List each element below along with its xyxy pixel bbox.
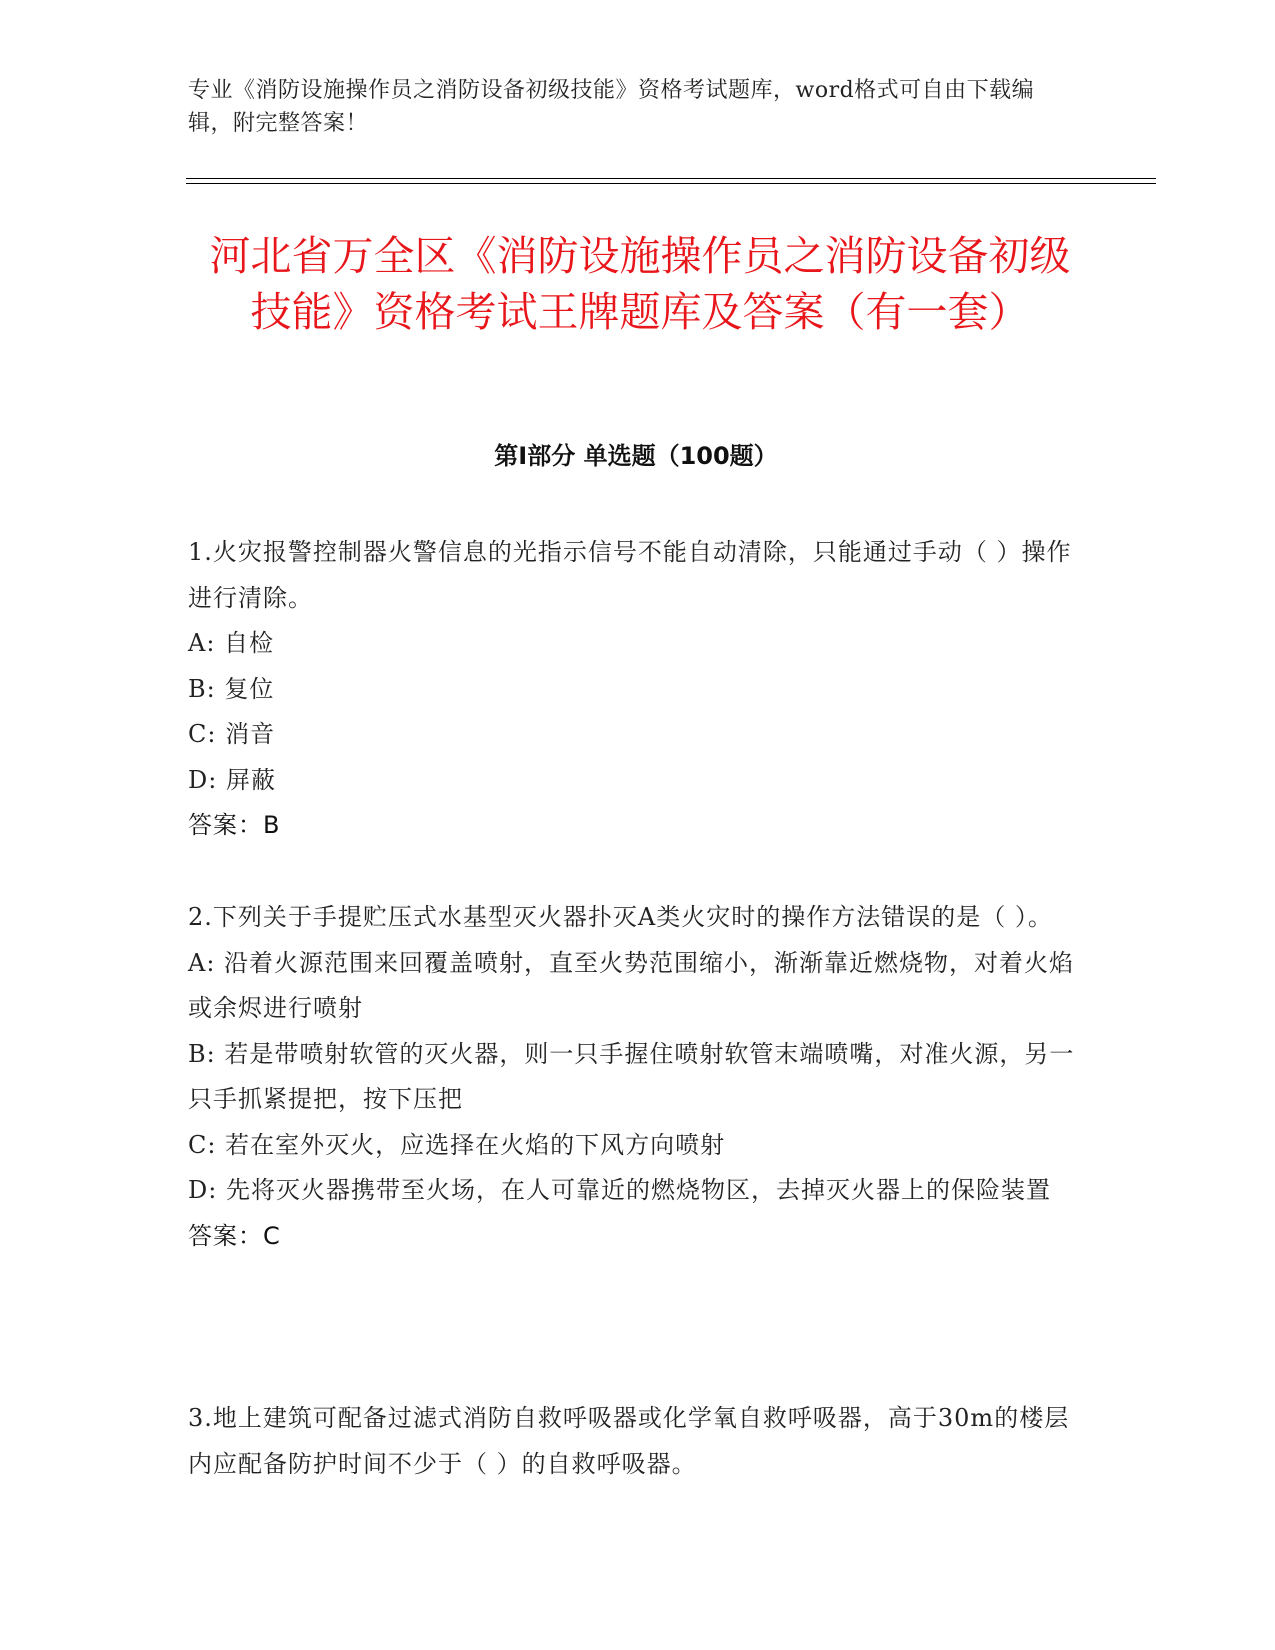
- header-divider-top: [186, 178, 1156, 179]
- answer-line: 答案：C: [188, 1221, 281, 1250]
- option-b: B: 若是带喷射软管的灭火器，则一只手握住喷射软管末端喷嘴，对准火源，另一只手抓紧提把，按下压把: [188, 1039, 1075, 1113]
- question-block: [188, 895, 1078, 1259]
- question-block: [188, 530, 1078, 849]
- option-a: A: 沿着火源范围来回覆盖喷射，直至火势范围缩小，渐渐靠近燃烧物，对着火焰或余烬进行喷射: [188, 948, 1075, 1022]
- question-block: [188, 1396, 1078, 1487]
- answer-line: 答案：B: [188, 811, 281, 839]
- option-d: D: 屏蔽: [188, 765, 276, 794]
- option-b: B: 复位: [188, 674, 275, 703]
- option-a: A: 自检: [188, 629, 275, 657]
- question-stem: 2.下列关于手提贮压式水基型灭火器扑灭A类火灾时的操作方法错误的是（ ）。: [188, 903, 1053, 931]
- option-d: D: 先将灭火器携带至火场，在人可靠近的燃烧物区，去掉灭火器上的保险装置: [188, 1176, 1051, 1204]
- header-note: 专业《消防设施操作员之消防设备初级技能》资格考试题库，word格式可自由下载编辑，附完整答案！: [188, 78, 1035, 136]
- option-c: C: 若在室外灭火，应选择在火焰的下风方向喷射: [188, 1130, 726, 1159]
- option-c: C: 消音: [188, 720, 276, 748]
- document-title: 河北省万全区《消防设施操作员之消防设备初级技能》资格考试王牌题库及答案（有一套）: [209, 232, 1071, 336]
- header-divider-bottom: [186, 183, 1156, 184]
- question-stem: 1.火灾报警控制器火警信息的光指示信号不能自动清除，只能通过手动（ ）操作进行清除。: [188, 538, 1072, 612]
- question-stem: 3.地上建筑可配备过滤式消防自救呼吸器或化学氧自救呼吸器，高于30m的楼层内应配备防护时间不少于（ ）的自救呼吸器。: [188, 1404, 1070, 1478]
- section-heading: 第Ⅰ部分 单选题（100题）: [494, 442, 778, 470]
